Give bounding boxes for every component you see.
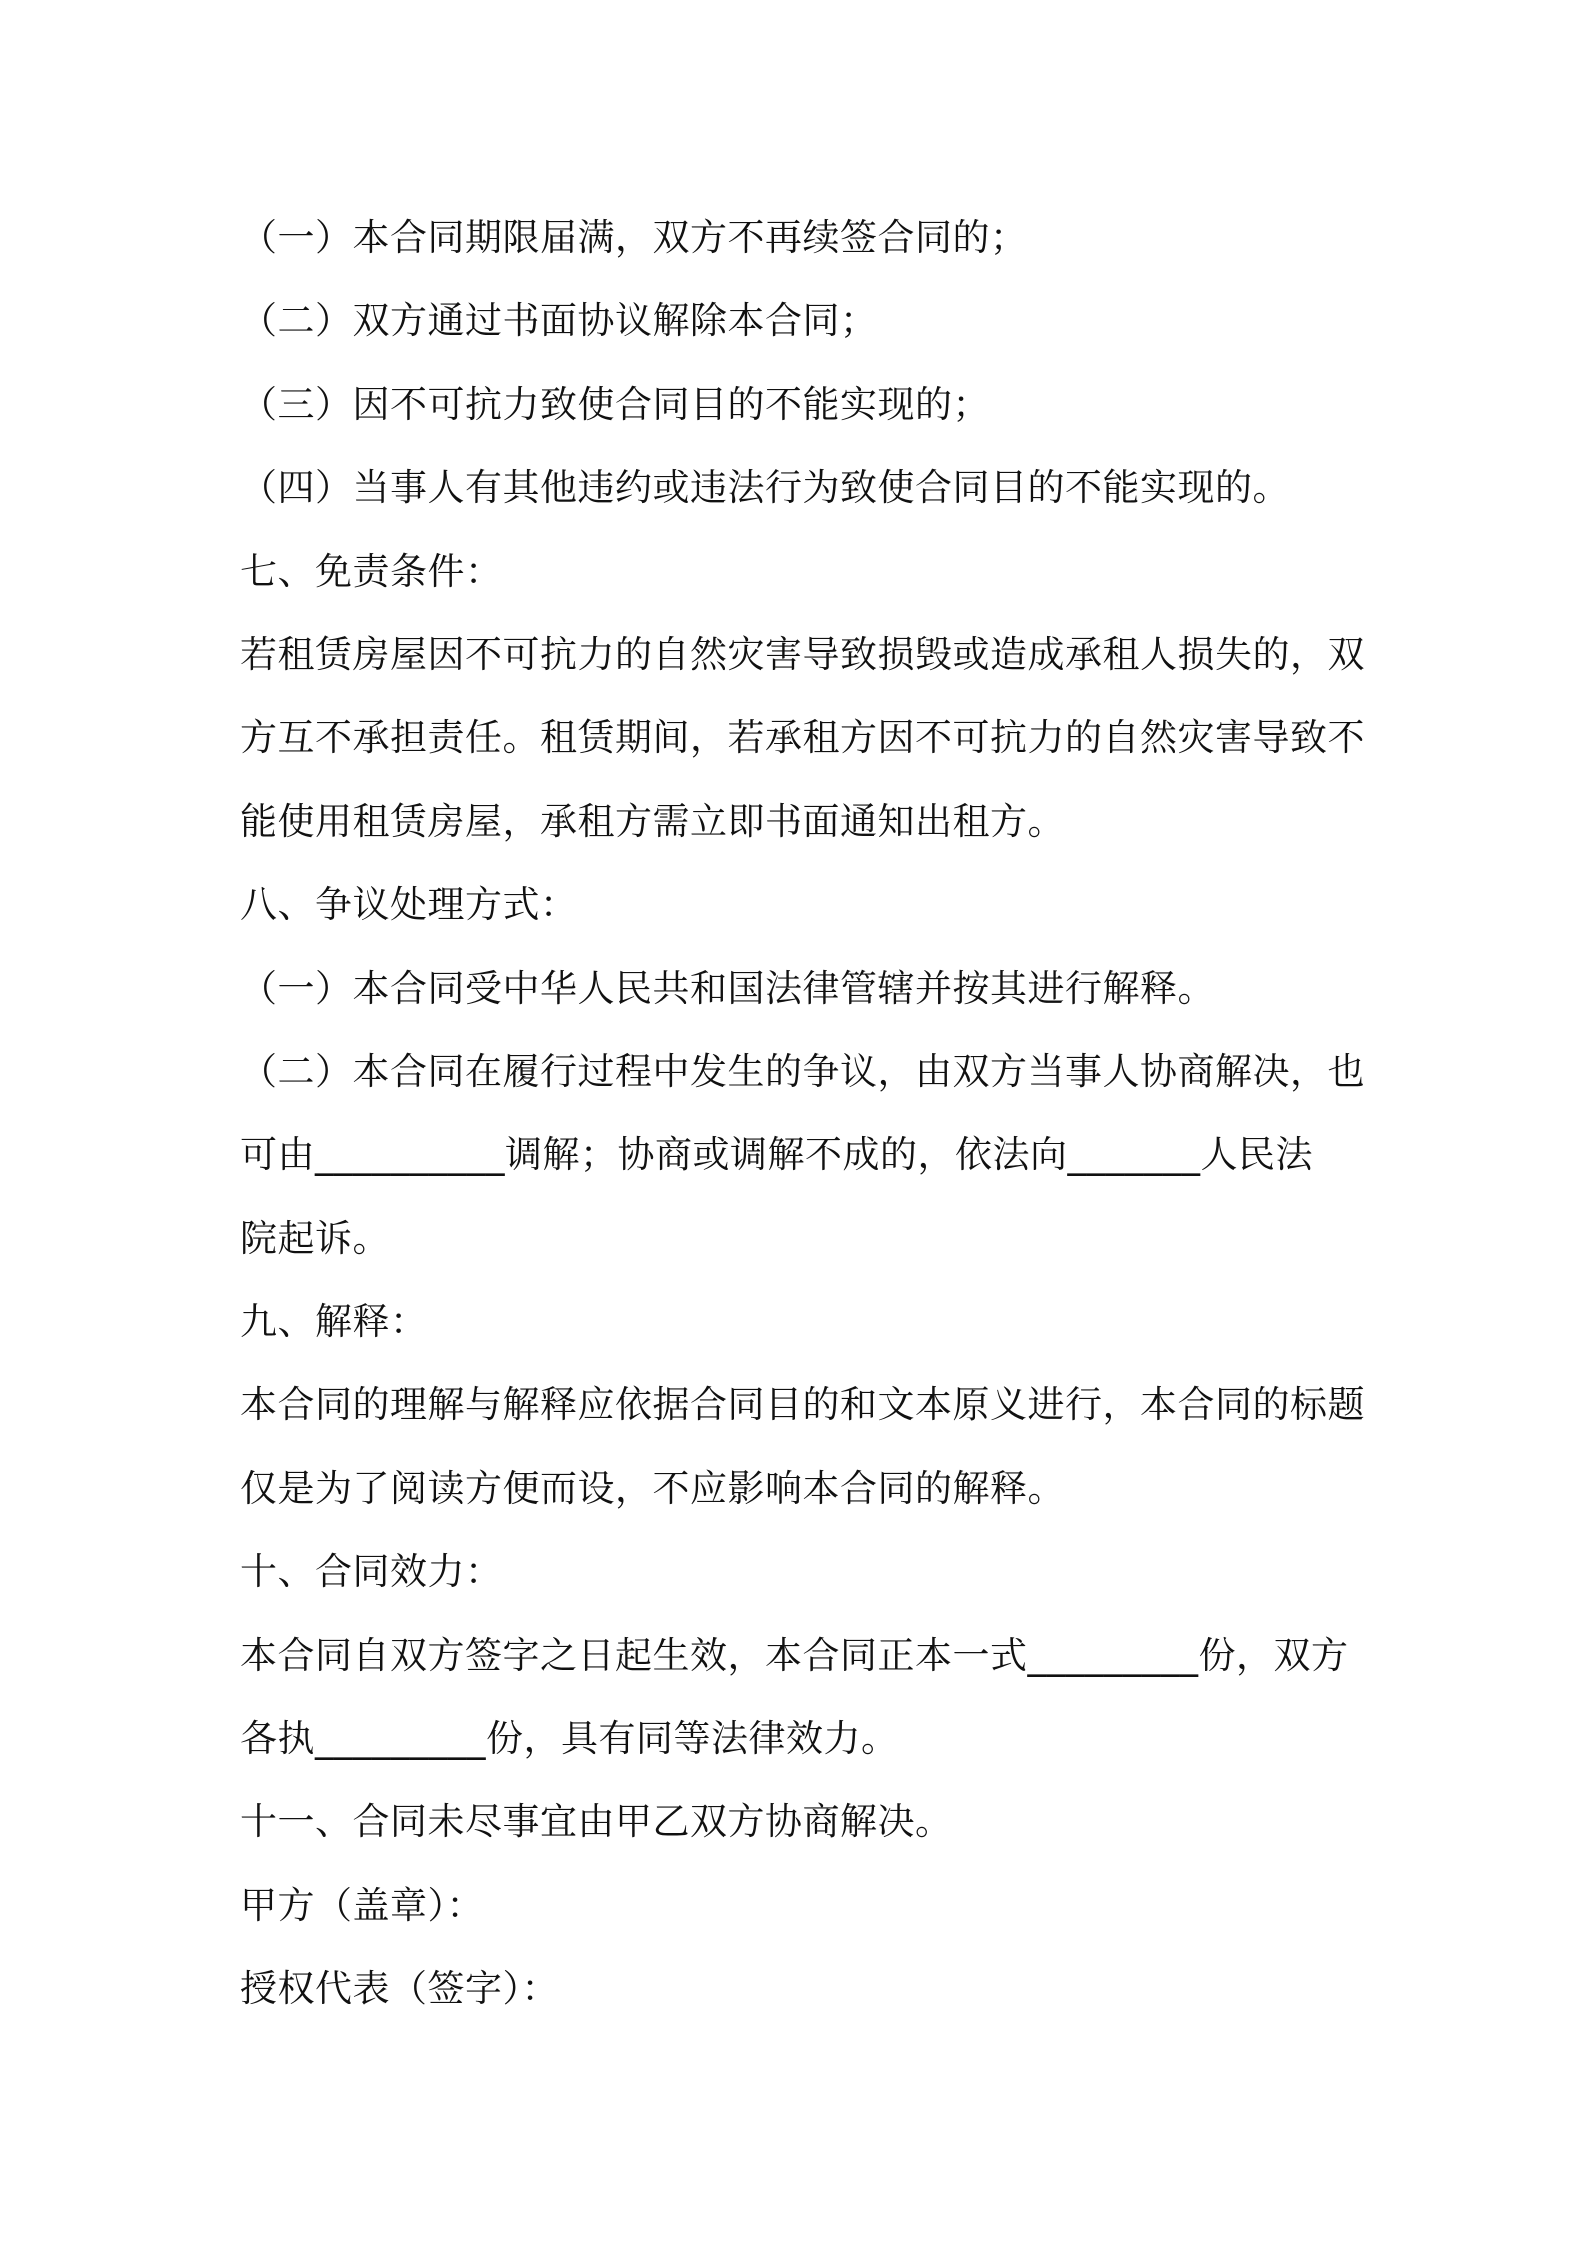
termination-clause-1: （一）本合同期限届满，双方不再续签合同的； [240, 216, 1028, 259]
validity-text-line-1: 本合同自双方签字之日起生效，本合同正本一式_________份，双方 [240, 1633, 1349, 1677]
termination-clause-4: （四）当事人有其他违约或违法行为致使合同目的不能实现的。 [240, 466, 1290, 510]
dispute-clause-2-line-2: 可由__________调解；协商或调解不成的，依法向_______人民法 [240, 1133, 1313, 1177]
exemption-text-line-2: 方互不承担责任。租赁期间，若承租方因不可抗力的自然灾害导致不 [240, 716, 1365, 760]
exemption-text-line-1: 若租赁房屋因不可抗力的自然灾害导致损毁或造成承租人损失的，双 [240, 632, 1365, 676]
section-heading-dispute: 八、争议处理方式： [240, 883, 578, 927]
dispute-clause-1: （一）本合同受中华人民共和国法律管辖并按其进行解释。 [240, 966, 1215, 1010]
dispute-clause-2-line-3: 院起诉。 [240, 1216, 390, 1260]
section-heading-validity: 十、合同效力： [240, 1550, 503, 1594]
termination-clause-3: （三）因不可抗力致使合同目的不能实现的； [240, 382, 990, 426]
document-body [240, 196, 1365, 2031]
section-heading-exemption: 七、免责条件： [240, 549, 503, 593]
validity-text-line-2: 各执_________份，具有同等法律效力。 [240, 1717, 899, 1761]
exemption-text-line-3: 能使用租赁房屋，承租方需立即书面通知出租方。 [240, 799, 1065, 843]
party-a-seal-label: 甲方（盖章）： [240, 1883, 484, 1927]
section-heading-miscellaneous: 十一、合同未尽事宜由甲乙双方协商解决。 [240, 1800, 953, 1844]
section-heading-interpretation: 九、解释： [240, 1300, 428, 1344]
interpretation-text-line-1: 本合同的理解与解释应依据合同目的和文本原义进行，本合同的标题 [240, 1383, 1365, 1427]
termination-clause-2: （二）双方通过书面协议解除本合同； [240, 299, 878, 343]
dispute-clause-2-line-1: （二）本合同在履行过程中发生的争议，由双方当事人协商解决，也 [240, 1049, 1365, 1093]
authorized-representative-signature-label: 授权代表（签字）： [240, 1967, 559, 2011]
interpretation-text-line-2: 仅是为了阅读方便而设，不应影响本合同的解释。 [240, 1466, 1065, 1510]
